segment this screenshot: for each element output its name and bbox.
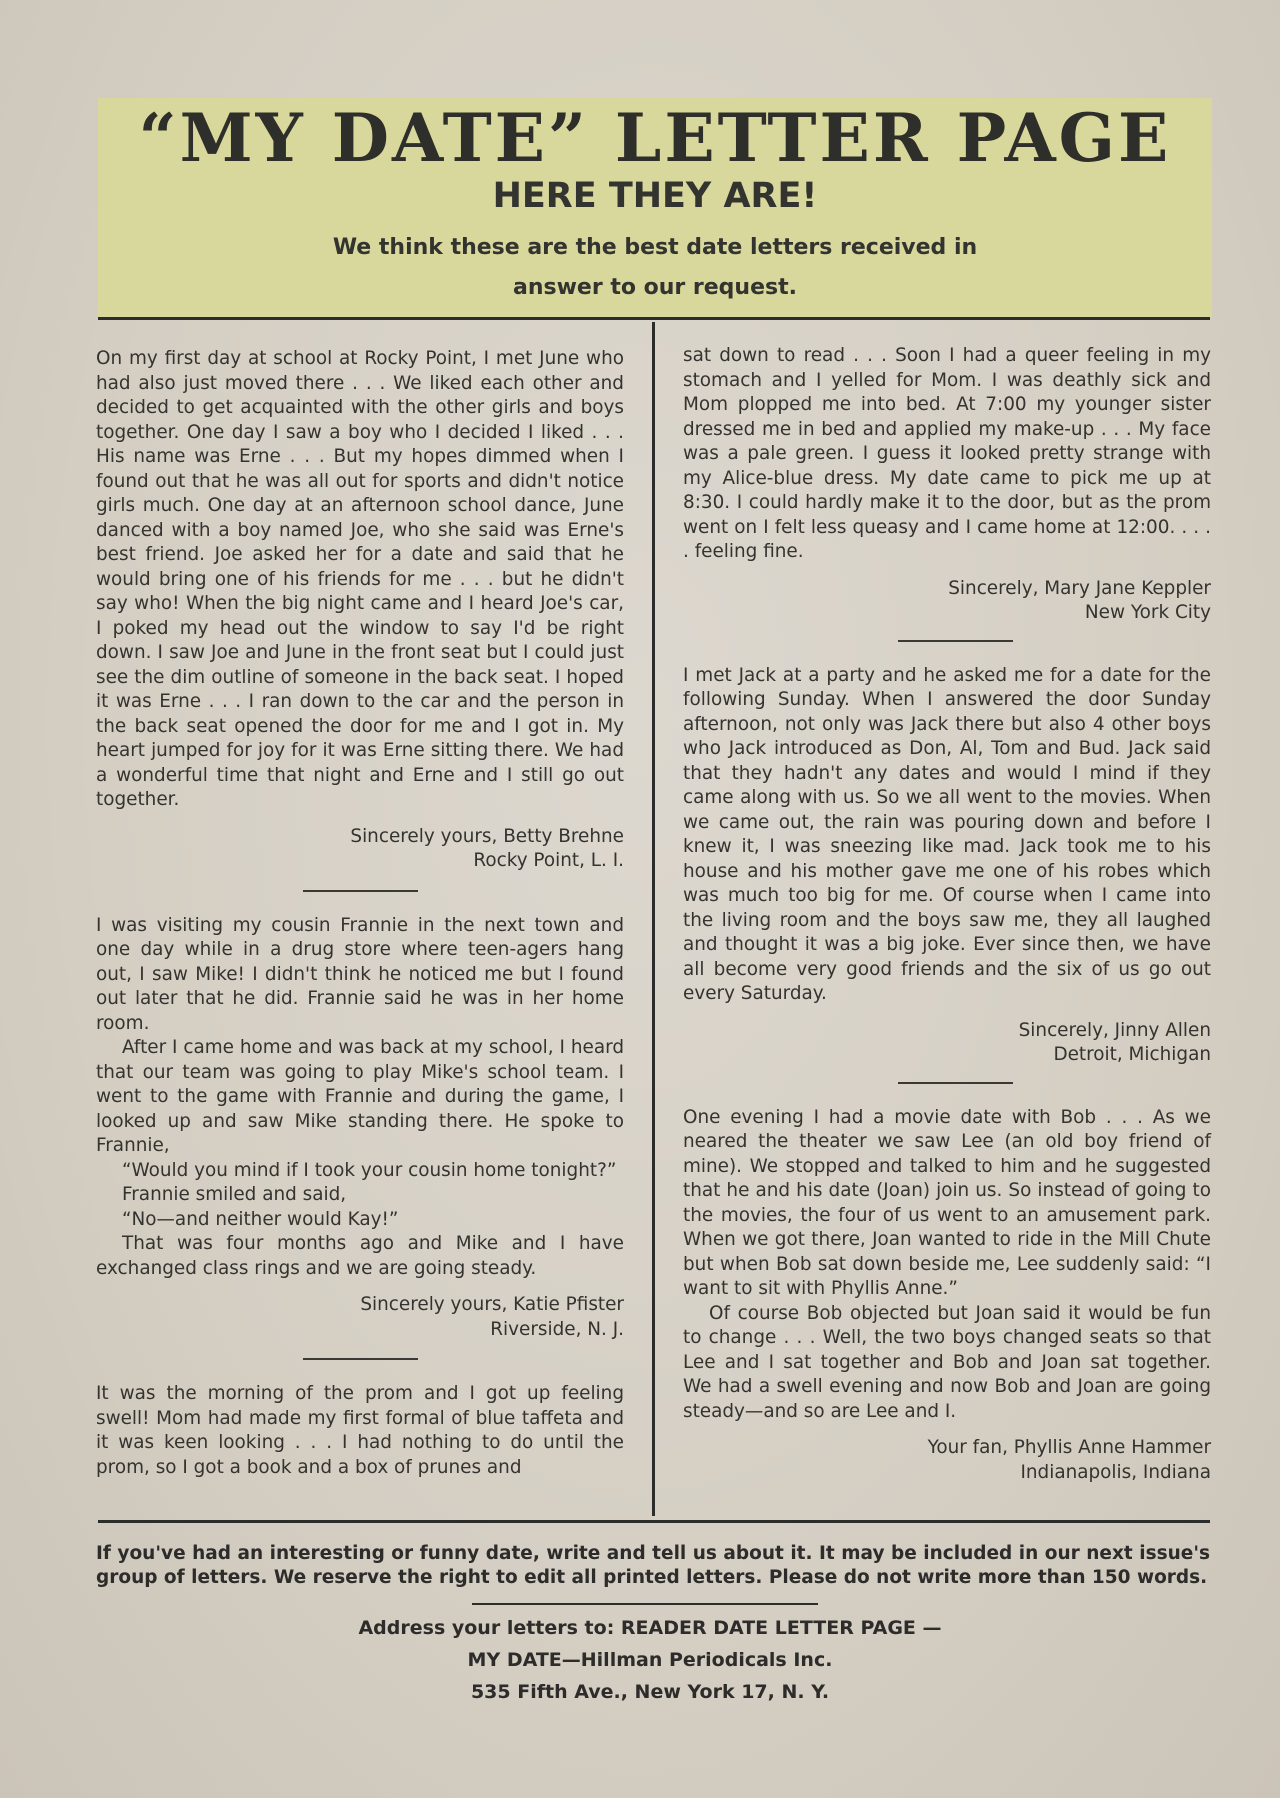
letter-mary-jane-keppler-start xyxy=(96,1382,624,1480)
letter-phyllis-anne-hammer xyxy=(683,1106,1211,1486)
letter-signature xyxy=(96,825,624,874)
letter-paragraph: “Would you mind if I took your cousin home tonight?” xyxy=(122,1159,617,1181)
letter-paragraph: I was visiting my cousin Frannie in the next town and one day while in a drug store where teen-agers hang out, I saw Mike! I didn't think he noticed me but I found out later that he did. Frannie said he was in her home room. xyxy=(96,914,624,1034)
page-title: “MY DATE” LETTER PAGE xyxy=(138,99,1172,177)
signoff: Sincerely, Jinny Allen xyxy=(1018,1019,1211,1041)
page-subtitle: HERE THEY ARE! xyxy=(492,176,818,216)
location: New York City xyxy=(1084,602,1211,623)
letter-paragraph: It was the morning of the prom and I got up feeling swell! Mom had made my first formal of blue taffeta and it was keen looking . . . I had nothing to do until the prom, so I got a book and a box of prunes and xyxy=(96,1383,624,1478)
address-line: MY DATE—Hillman Periodicals Inc. xyxy=(467,1649,833,1671)
letter-mary-jane-keppler-continued xyxy=(683,344,1211,626)
location: Indianapolis, Indiana xyxy=(1020,1461,1211,1483)
mailing-address xyxy=(280,1612,1020,1708)
letter-betty-brehne xyxy=(96,347,624,874)
letter-katie-pfister xyxy=(96,914,624,1343)
column-divider xyxy=(652,322,655,1516)
letter-paragraph: sat down to read . . . Soon I had a queer feeling in my stomach and I yelled for Mom. I was deathly sick and Mom plopped me into bed. At 7:00 my younger sister dressed me in bed and applied my make-up . . . My face was a pale green. I guess it looked pretty strange with my Alice-blue dress. My date came to pick me up at 8:30. I could hardly make it to the door, but as the prom went on I felt less queasy and I came home at 12:00. . . . . feeling fine. xyxy=(683,345,1211,562)
address-divider xyxy=(472,1603,818,1605)
bottom-divider xyxy=(98,1520,1210,1523)
letter-separator xyxy=(898,640,1013,642)
signoff: Your fan, Phyllis Anne Hammer xyxy=(927,1437,1211,1458)
letter-separator xyxy=(303,1358,418,1360)
letter-paragraph: I met Jack at a party and he asked me for a date for the following Sunday. When I answered the door Sunday afternoon, not only was Jack there but also 4 other boys who Jack introduced as Don, Al, Tom and Bud. Jack said that they hadn't any dates and would I mind if they came along with us. So we all went to the movies. When we came out, the rain was pouring down and before I knew it, I was sneezing like mad. Jack took me to his house and his mother gave me one of his robes which was much too big for me. Of course when I came into the living room and the boys saw me, they all laughed and thought it was a big joke. Ever since then, we have all become very good friends and the six of us go out every Saturday. xyxy=(683,664,1211,1004)
letter-paragraph: On my first day at school at Rocky Point, I met June who had also just moved there . . . We liked each other and decided to get acquainted with the other girls and boys together. One day I saw a boy who I decided I liked . . . His name was Erne . . . But my hopes dimmed when I found out that he was all out for sports and didn't notice girls much. One day at an afternoon school dance, June danced with a boy named Joe, who she said was Erne's best friend. Joe asked her for a date and said that he would bring one of his friends for me . . . but he didn't say who! When the big night came and I heard Joe's car, I poked my head out the window to say I'd be right down. I saw Joe and June in the front seat but I could just see the dim outline of someone in the back seat. I hoped it was Erne . . . I ran down to the car and the person in the back seat opened the door for me and I got in. My heart jumped for joy for it was Erne sitting there. We had a wonderful time that night and Erne and I still go out together. xyxy=(96,348,624,810)
letter-paragraph: One evening I had a movie date with Bob . . . As we neared the theater we saw Lee (an old boy friend of mine). We stopped and talked to him and he suggested that he and his date (Joan) join us. So instead of going to the movies, the four of us went to an amusement park. When we got there, Joan wanted to ride in the Mill Chute but when Bob sat down beside me, Lee suddenly said: “I want to sit with Phyllis Anne.” xyxy=(683,1106,1211,1299)
signoff: Sincerely, Mary Jane Keppler xyxy=(948,577,1211,599)
signoff: Sincerely yours, Katie Pfister xyxy=(360,1294,624,1315)
letter-signature xyxy=(683,1436,1211,1485)
top-divider xyxy=(98,317,1210,320)
location: Riverside, N. J. xyxy=(490,1318,624,1340)
letter-paragraph: “No—and neither would Kay!” xyxy=(122,1208,399,1230)
letter-paragraph: After I came home and was back at my school, I heard that our team was going to play Mike's school team. I went to the game with Frannie and during the game, I looked up and saw Mike standing there. He spoke to Frannie, xyxy=(96,1037,624,1156)
letter-signature xyxy=(683,577,1211,626)
submission-note: If you've had an interesting or funny date, write and tell us about it. It may be included in our next issue's group of letters. We reserve the right to edit all printed letters. Please do not write more than 150 words. xyxy=(96,1543,1210,1588)
letter-signature xyxy=(683,1019,1211,1068)
letter-separator xyxy=(303,890,418,892)
address-line: 535 Fifth Ave., New York 17, N. Y. xyxy=(470,1681,830,1703)
right-column xyxy=(683,344,1211,1485)
signoff: Sincerely yours, Betty Brehne xyxy=(350,825,624,847)
address-line: Address your letters to: READER DATE LETTER PAGE — xyxy=(358,1617,942,1639)
intro-text: We think these are the best date letters received in answer to our request. xyxy=(332,235,978,300)
letter-paragraph: That was four months ago and Mike and I have exchanged class rings and we are going steady. xyxy=(96,1233,624,1279)
letter-jinny-allen xyxy=(683,664,1211,1068)
letter-paragraph: Of course Bob objected but Joan said it would be fun to change . . . Well, the two boys changed seats so that Lee and I sat together and Bob and Joan sat together. We had a swell evening and now Bob and Joan are going steady—and so are Lee and I. xyxy=(683,1302,1211,1422)
location: Rocky Point, L. I. xyxy=(473,850,624,871)
letter-separator xyxy=(898,1082,1013,1084)
letter-paragraph: Frannie smiled and said, xyxy=(122,1184,347,1205)
location: Detroit, Michigan xyxy=(1053,1044,1211,1065)
left-column xyxy=(96,347,624,1480)
letter-signature xyxy=(96,1293,624,1342)
